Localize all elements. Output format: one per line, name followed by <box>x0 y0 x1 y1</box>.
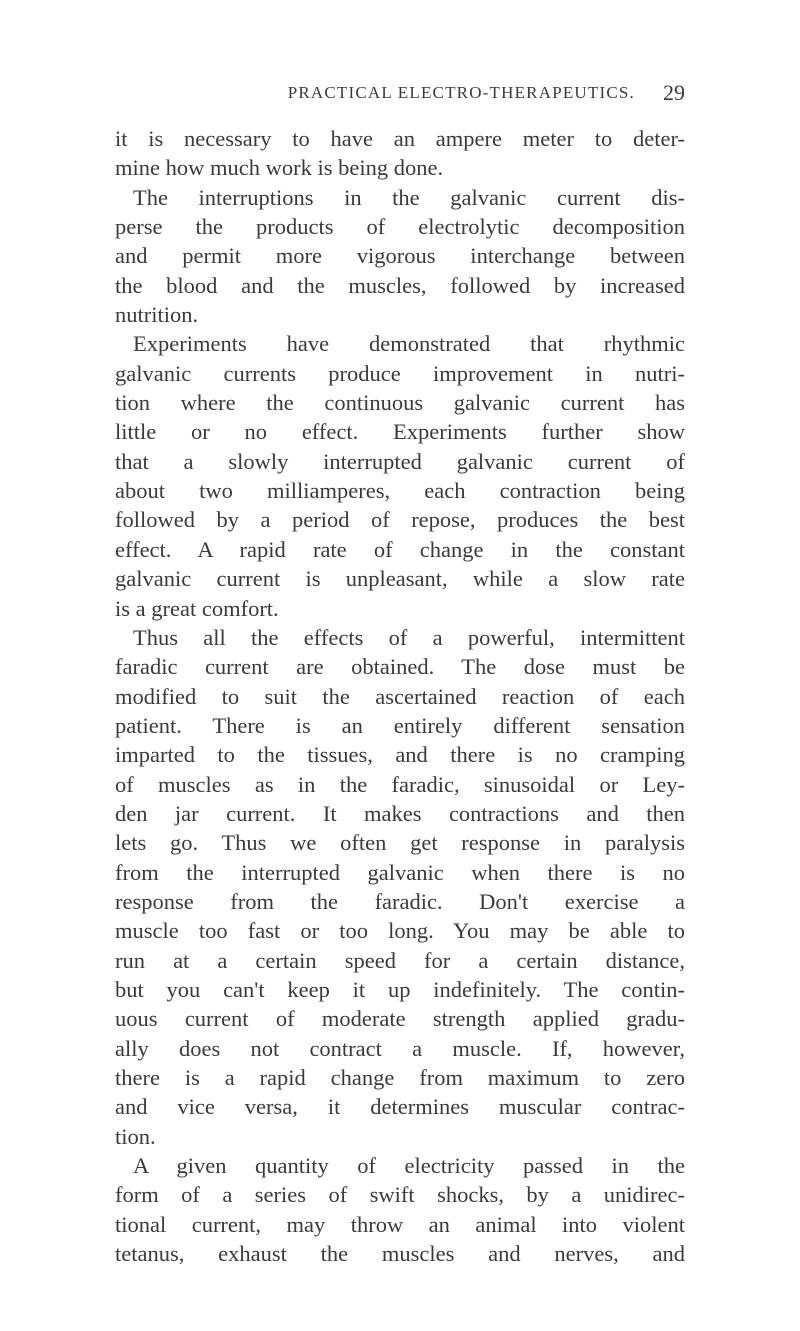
text-line: that a slowly interrupted galvanic current of <box>115 448 685 474</box>
text-line: nutrition. <box>115 302 199 328</box>
text-line: patient. There is an entirely different sensation <box>115 712 685 738</box>
text-line: there is a rapid change from maximum to zero <box>115 1065 685 1090</box>
text-line: is a great comfort. <box>115 595 279 621</box>
text-line: perse the products of electrolytic decomposition <box>115 214 685 240</box>
text-line: modified to suit the ascertained reaction of each <box>115 683 685 709</box>
text-line: galvanic currents produce improvement in nutri- <box>115 360 685 386</box>
text-line: form of a series of swift shocks, by a unidirec- <box>115 1182 685 1208</box>
text-line: uous current of moderate strength applied gradu- <box>115 1006 685 1032</box>
text-line: Experiments have demonstrated that rhythmic <box>133 331 685 357</box>
text-line: A given quantity of electricity passed in the <box>133 1153 685 1179</box>
text-line: response from the faradic. Don't exercise a <box>115 888 685 914</box>
text-line: the blood and the muscles, followed by increased <box>115 272 685 298</box>
body-text <box>115 124 685 1268</box>
text-line: ally does not contract a muscle. If, however, <box>115 1035 685 1061</box>
text-line: muscle too fast or too long. You may be able to <box>115 918 685 944</box>
text-line: tion. <box>115 1123 156 1149</box>
text-line: faradic current are obtained. The dose must be <box>115 654 685 680</box>
text-line: from the interrupted galvanic when there is no <box>115 859 685 885</box>
text-line: Thus all the effects of a powerful, intermittent <box>133 624 685 650</box>
page-header <box>115 80 685 105</box>
text-line: den jar current. It makes contractions and then <box>115 800 685 826</box>
text-line: it is necessary to have an ampere meter to deter- <box>115 126 685 151</box>
text-line: followed by a period of repose, produces the best <box>115 507 685 533</box>
text-line: lets go. Thus we often get response in paralysis <box>115 830 685 856</box>
text-line: tion where the continuous galvanic current has <box>115 390 685 416</box>
text-line: mine how much work is being done. <box>115 155 444 181</box>
text-line: of muscles as in the faradic, sinusoidal or Ley- <box>115 771 685 797</box>
text-line: tional current, may throw an animal into violent <box>115 1211 685 1237</box>
text-line: imparted to the tissues, and there is no cramping <box>115 742 685 768</box>
text-line: and permit more vigorous interchange between <box>115 243 685 269</box>
text-line: but you can't keep it up indefinitely. The contin- <box>115 976 685 1002</box>
page-number: 29 <box>663 80 685 105</box>
text-line: galvanic current is unpleasant, while a slow rate <box>115 566 685 592</box>
text-line: tetanus, exhaust the muscles and nerves, and <box>115 1241 685 1267</box>
text-line: and vice versa, it determines muscular contrac- <box>115 1094 685 1120</box>
text-line: about two milliamperes, each contraction being <box>115 478 685 504</box>
text-line: effect. A rapid rate of change in the constant <box>115 536 685 562</box>
text-line: run at a certain speed for a certain distance, <box>115 947 685 973</box>
running-title: PRACTICAL ELECTRO-THERAPEUTICS. <box>287 83 635 102</box>
text-line: The interruptions in the galvanic current dis- <box>133 184 685 210</box>
text-line: little or no effect. Experiments further show <box>115 419 685 445</box>
